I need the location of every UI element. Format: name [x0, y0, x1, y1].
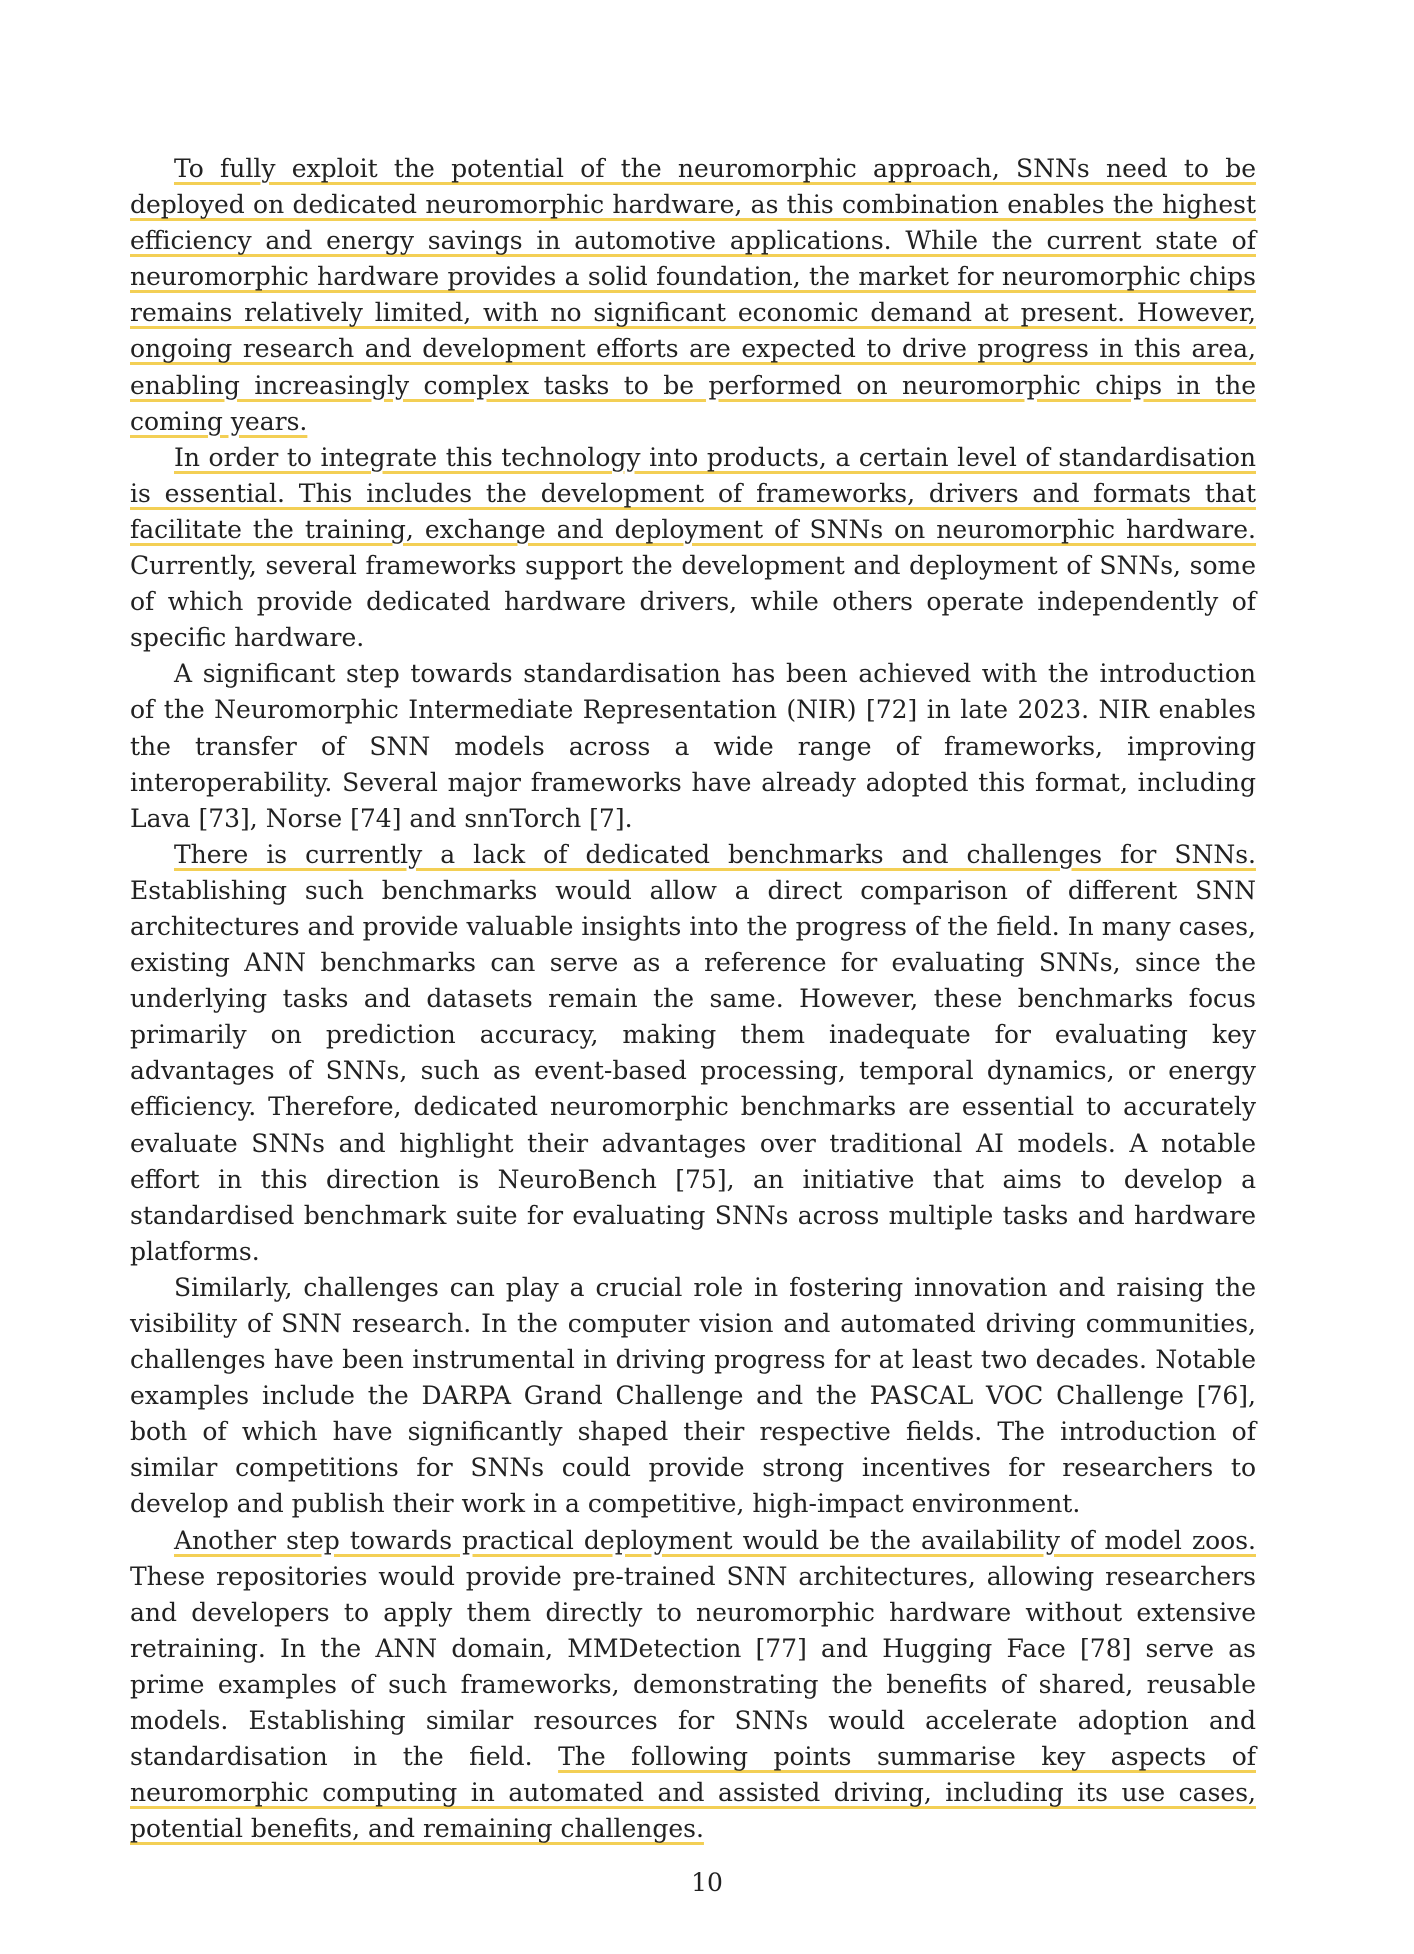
paragraph-standardisation: [130, 440, 1256, 657]
highlighted-text: There is currently a lack of dedicated benchmarks and challenges for SNNs.: [174, 839, 1256, 869]
highlighted-text: In order to integrate this technology into products, a certain level of standardisation is essential. This includes the development of frameworks, drivers and formats that facilitate the training, exchange and deployment of SNNs on neuromorphic hardware.: [130, 442, 1256, 544]
paragraph-text: Establishing such benchmarks would allow a direct comparison of different SNN architectures and provide valuable insights into the progress of the field. In many cases, existing ANN benchmarks can serve as a reference for evaluating SNNs, since the underlying tasks and datasets remain the same. However, these benchmarks focus primarily on prediction accuracy, making them inadequate for evaluating key advantages of SNNs, such as event-based processing, temporal dynamics, or energy efficiency. Therefore, dedicated neuromorphic benchmarks are essential to accurately evaluate SNNs and highlight their advantages over traditional AI models. A notable effort in this direction is NeuroBench [75], an initiative that aims to develop a standardised benchmark suite for evaluating SNNs across multiple tasks and hardware platforms.: [130, 875, 1256, 1266]
page-number: 10: [691, 1868, 723, 1897]
paragraph-benchmarks: [130, 837, 1256, 1270]
paragraph-model-zoos: [130, 1523, 1256, 1848]
paragraph-text: These repositories would provide pre-trained SNN architectures, allowing researchers and developers to apply them directly to neuromorphic hardware without extensive retraining. In the ANN domain, MMDetection [77] and Hugging Face [78] serve as prime examples of such frameworks, demonstrating the benefits of shared, reusable models. Establishing similar resources for SNNs would accelerate adoption and standardisation in the field.: [130, 1561, 1256, 1772]
paragraph-text: Similarly, challenges can play a crucial role in fostering innovation and raising the visibility of SNN research. In the computer vision and automated driving communities, challenges have been instrumental in driving progress for at least two decades. Notable examples include the DARPA Grand Challenge and the PASCAL VOC Challenge [76], both of which have significantly shaped their respective fields. The introduction of similar competitions for SNNs could provide strong incentives for researchers to develop and publish their work in a competitive, high-impact environment.: [130, 1272, 1256, 1519]
highlighted-text-summary: The following points summarise key aspects of neuromorphic computing in automated and assisted driving, including its use cases, potential benefits, and remaining challenges.: [130, 1742, 1256, 1844]
paragraph-challenges: [130, 1270, 1256, 1523]
highlighted-text: To fully exploit the potential of the neuromorphic approach, SNNs need to be deployed on dedicated neuromorphic hardware, as this combination enables the highest efficiency and energy savings in automotive applications. While the current state of neuromorphic hardware provides a solid foundation, the market for neuromorphic chips remains relatively limited, with no significant economic demand at present. However, ongoing research and development efforts are expected to drive progress in this area, enabling increasingly complex tasks to be performed on neuromorphic chips in the coming years.: [130, 154, 1256, 436]
paragraph-text: Currently, several frameworks support the development and deployment of SNNs, some of which provide dedicated hardware drivers, while others operate independently of specific hardware.: [130, 551, 1256, 653]
highlighted-text: Another step towards practical deployment would be the availability of model zoos.: [174, 1525, 1256, 1555]
paragraph-text: A significant step towards standardisation has been achieved with the introduction of the Neuromorphic Intermediate Representation (NIR) [72] in late 2023. NIR enables the transfer of SNN models across a wide range of frameworks, improving interoperability. Several major frameworks have already adopted this format, including Lava [73], Norse [74] and snnTorch [7].: [130, 659, 1256, 833]
paragraph-nir: [130, 656, 1256, 836]
paragraph-neuromorphic-hardware: [130, 151, 1256, 440]
body-text-column: [130, 151, 1256, 1847]
